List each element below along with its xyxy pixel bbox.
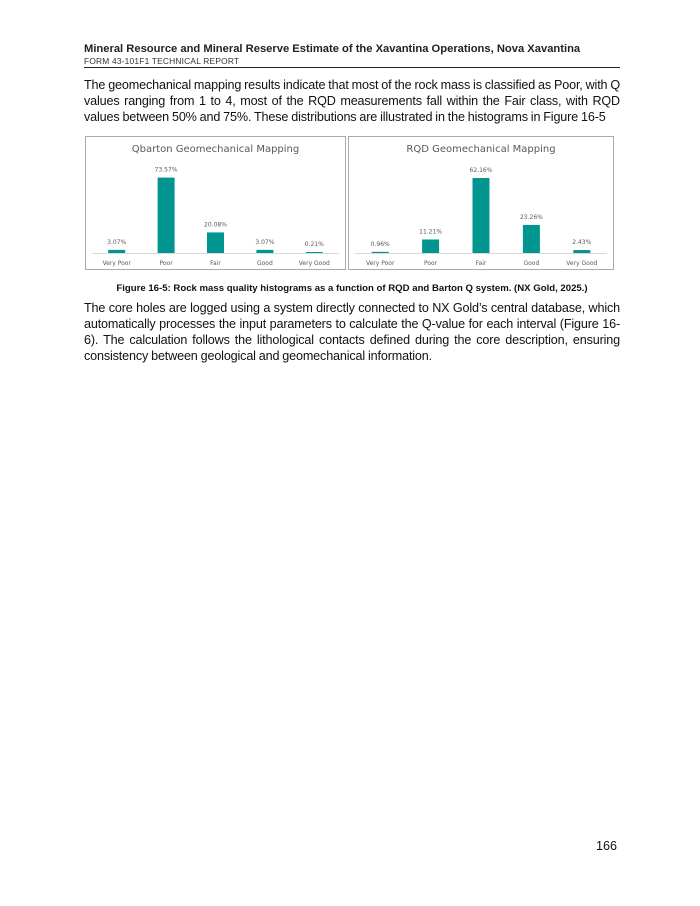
data-label: 2.43% bbox=[572, 238, 592, 246]
data-label: 3.07% bbox=[107, 238, 127, 246]
chart-title: Qbarton Geomechanical Mapping bbox=[131, 143, 300, 155]
bar-good bbox=[523, 225, 540, 253]
x-tick-label: Good bbox=[523, 259, 540, 267]
data-label: 23.26% bbox=[519, 213, 543, 221]
qbarton-chart-svg bbox=[86, 137, 345, 269]
page-content bbox=[84, 77, 620, 364]
bar-very-good bbox=[306, 252, 323, 253]
chart-title: RQD Geomechanical Mapping bbox=[406, 143, 556, 155]
bar-fair bbox=[207, 232, 224, 253]
bar-very-good bbox=[573, 250, 590, 253]
bar-poor bbox=[422, 239, 439, 253]
report-title: Mineral Resource and Mineral Reserve Estimate of the Xavantina Operations, Nova Xavantina bbox=[84, 43, 581, 55]
figure-16-5 bbox=[85, 136, 620, 270]
x-tick-label: Very Good bbox=[566, 259, 598, 267]
x-tick-label: Fair bbox=[475, 259, 487, 267]
rqd-chart-svg bbox=[349, 137, 613, 269]
bar-poor bbox=[158, 177, 175, 252]
qbarton-chart bbox=[85, 136, 346, 270]
paragraph-2: The core holes are logged using a system directly connected to NX Gold’s central database, which automatically processes the input parameters to calculate the Q-value for each interval (Figure 16-6). The calculation follows the lithological contacts defined during the core description, ensuring consistency between geological and geomechanical information. bbox=[84, 300, 620, 364]
paragraph-1: The geomechanical mapping results indicate that most of the rock mass is classified as Poor, with Q values ranging from 1 to 4, most of the RQD measurements fall within the Fair class, with RQD values between 50% and 75%. These distributions are illustrated in the histograms in Figure 16-5 bbox=[84, 78, 620, 125]
bar-good bbox=[256, 249, 273, 252]
report-subtitle: FORM 43-101F1 TECHNICAL REPORT bbox=[84, 56, 240, 66]
data-label: 20.08% bbox=[204, 221, 227, 229]
data-label: 0.96% bbox=[370, 240, 390, 248]
figure-caption: Figure 16-5: Rock mass quality histograms as a function of RQD and Barton Q system. (NX Gold, 2025.) bbox=[116, 282, 588, 294]
bar-very-poor bbox=[372, 251, 389, 252]
data-label: 11.21% bbox=[419, 228, 443, 236]
data-label: 0.21% bbox=[304, 240, 324, 248]
page-number: 166 bbox=[596, 839, 618, 853]
bar-fair bbox=[473, 178, 490, 253]
x-tick-label: Poor bbox=[423, 259, 438, 267]
x-tick-label: Very Poor bbox=[102, 259, 131, 267]
bar-very-poor bbox=[108, 249, 125, 252]
data-label: 73.57% bbox=[154, 166, 178, 174]
x-tick-label: Fair bbox=[210, 259, 221, 267]
x-tick-label: Very Good bbox=[298, 259, 330, 267]
x-tick-label: Very Poor bbox=[365, 259, 395, 267]
rqd-chart bbox=[348, 136, 614, 270]
data-label: 3.07% bbox=[255, 238, 275, 246]
header-divider bbox=[84, 67, 620, 68]
data-label: 62.16% bbox=[469, 166, 493, 174]
x-tick-label: Poor bbox=[159, 259, 173, 267]
x-tick-label: Good bbox=[256, 259, 273, 267]
